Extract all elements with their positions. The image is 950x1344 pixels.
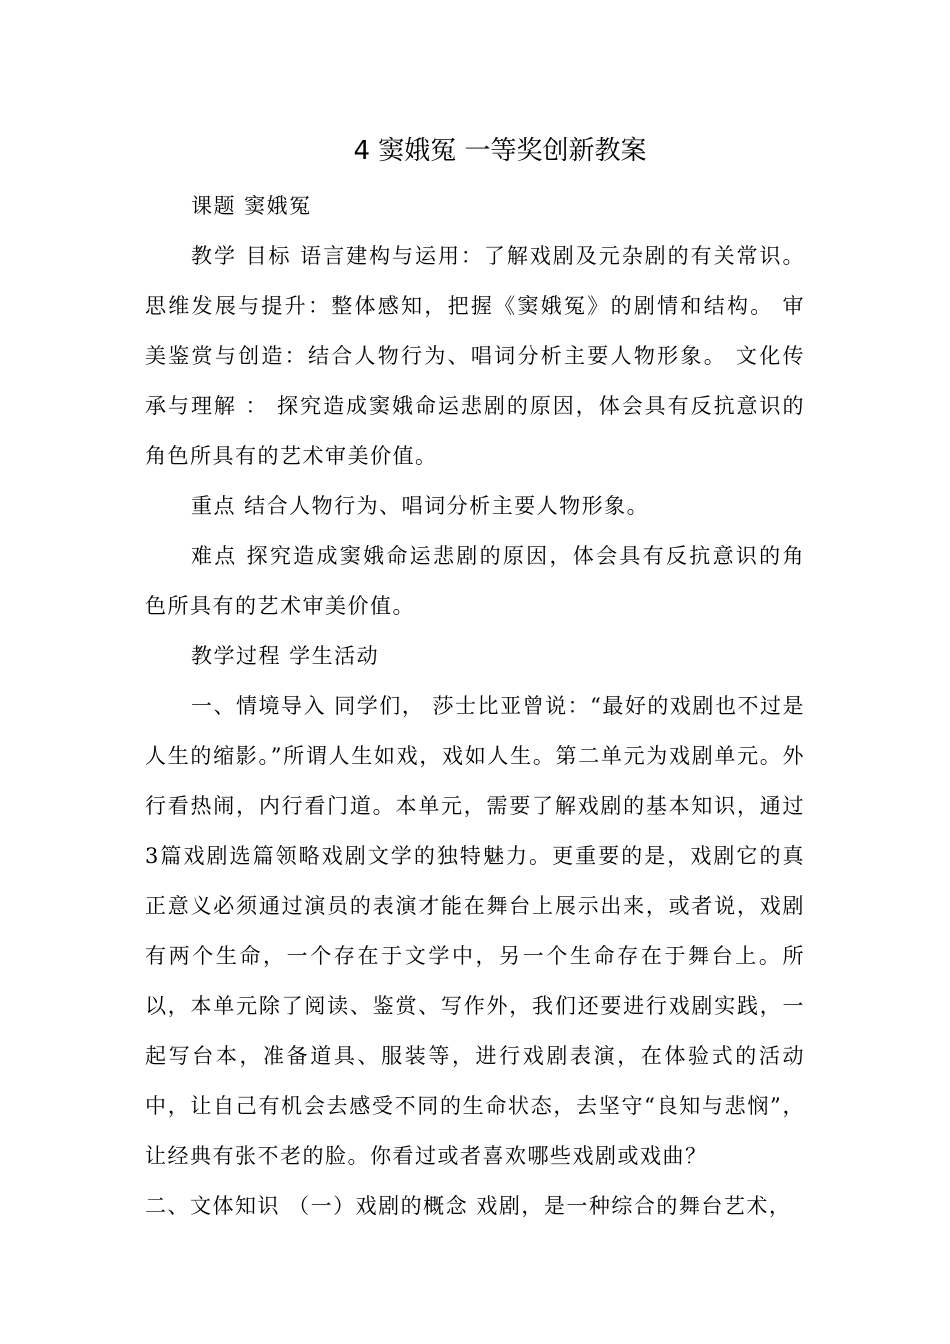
paragraph-genre-knowledge: 二、文体知识 （一）戏剧的概念 戏剧，是一种综合的舞台艺术，: [145, 1194, 792, 1218]
paragraph-introduction: 一、情境导入 同学们， 莎士比亚曾说：“最好的戏剧也不过是人生的缩影。”所谓人生如戏，戏如人生。第二单元为戏剧单元。外行看热闹，内行看门道。本单元，需要了解戏剧的基本知识，通过3篇戏剧选篇领略戏剧文学的独特魅力。更重要的是，戏剧它的真正意义必须通过演员的表演才能在舞台上展示出来，或者说，戏剧有两个生命，一个存在于文学中，另一个生命存在于舞台上。所以，本单元除了阅读、鉴赏、写作外，我们还要进行戏剧实践，一起写台本，准备道具、服装等，进行戏剧表演，在体验式的活动中，让自己有机会去感受不同的生命状态，去坚守“良知与悲悯”，让经典有张不老的脸。你看过或者喜欢哪些戏剧或戏曲？: [145, 694, 805, 1168]
paragraph-objectives: 教学 目标 语言建构与运用：了解戏剧及元杂剧的有关常识。思维发展与提升：整体感知，把握《窦娥冤》的剧情和结构。 审美鉴赏与创造：结合人物行为、唱词分析主要人物形象。 文化传承与理解 ： 探究造成窦娥命运悲剧的原因，体会具有反抗意识的角色所具有的艺术审美价值。: [145, 244, 805, 468]
document-body: [145, 181, 805, 1231]
paragraph-process-header: 教学过程 学生活动: [191, 644, 380, 668]
paragraph-topic: 课题 窦娥冤: [191, 194, 312, 218]
paragraph-key-point: 重点 结合人物行为、唱词分析主要人物形象。: [191, 494, 650, 518]
document-title: 4 窦娥冤 一等奖创新教案: [353, 136, 647, 166]
paragraph-difficulty: 难点 探究造成窦娥命运悲剧的原因，体会具有反抗意识的角色所具有的艺术审美价值。: [145, 544, 805, 618]
